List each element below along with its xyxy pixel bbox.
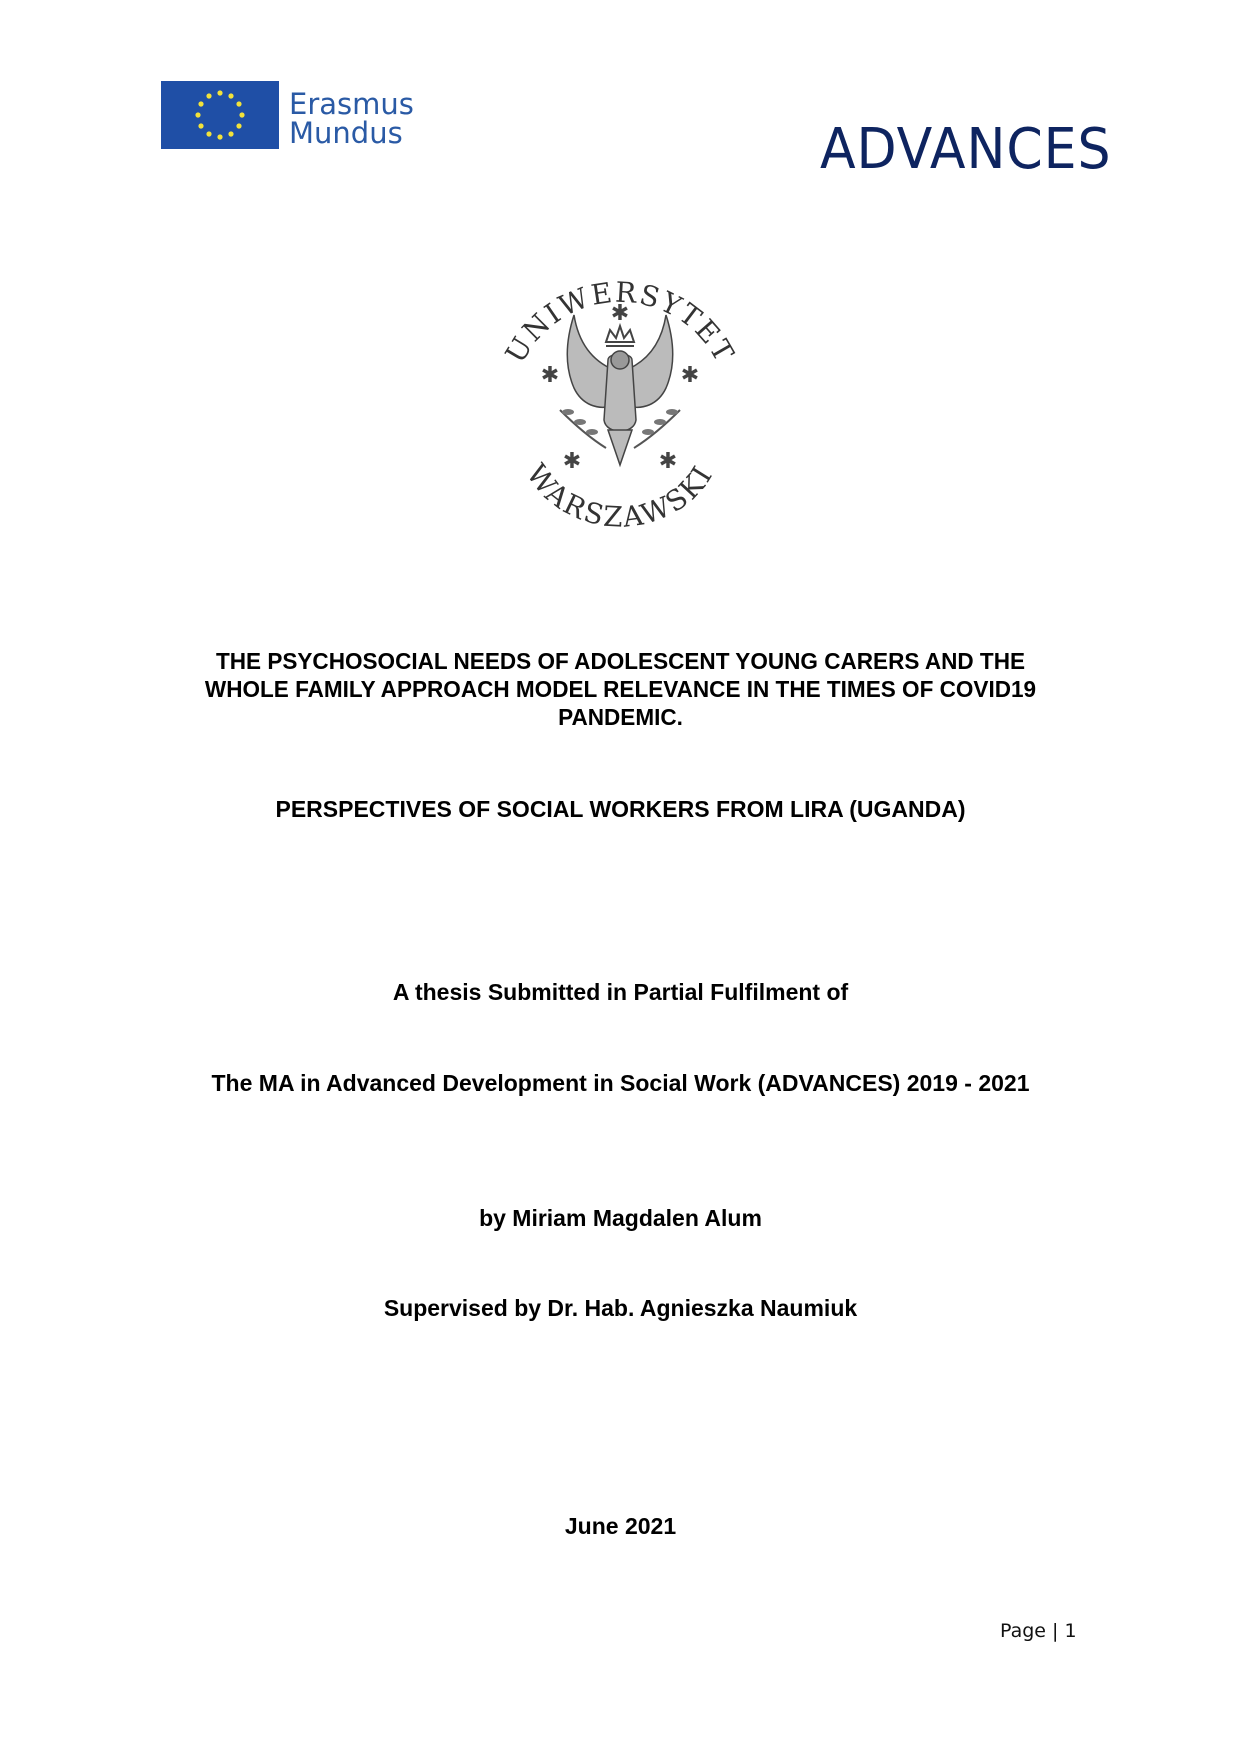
svg-text:✱: ✱ xyxy=(610,301,630,326)
erasmus-mundus-logo-text xyxy=(289,87,414,150)
svg-text:WARSZAWSKI: WARSZAWSKI xyxy=(519,457,720,534)
svg-text:✱: ✱ xyxy=(562,449,582,474)
svg-text:✱: ✱ xyxy=(680,363,700,388)
submission-statement: A thesis Submitted in Partial Fulfilment of xyxy=(392,979,849,1005)
erasmus-logo-line2: Mundus xyxy=(289,116,403,150)
svg-text:✱: ✱ xyxy=(658,449,678,474)
degree-program: The MA in Advanced Development in Social Work (ADVANCES) 2019 - 2021 xyxy=(211,1070,1030,1096)
svg-text:UNIWERSYTET: UNIWERSYTET xyxy=(498,275,742,369)
university-seal-icon xyxy=(490,260,750,540)
svg-text:✱: ✱ xyxy=(540,363,560,388)
supervisor: Supervised by Dr. Hab. Agnieszka Naumiuk xyxy=(383,1295,858,1321)
thesis-title-line: WHOLE FAMILY APPROACH MODEL RELEVANCE IN THE TIMES OF COVID19 xyxy=(204,676,1037,702)
thesis-title-line: PANDEMIC. xyxy=(558,704,683,730)
advances-logo: ADVANCES xyxy=(820,117,1112,182)
eu-flag-icon xyxy=(161,81,279,149)
thesis-subtitle: PERSPECTIVES OF SOCIAL WORKERS FROM LIRA (UGANDA) xyxy=(275,796,966,822)
submission-date: June 2021 xyxy=(564,1513,677,1539)
erasmus-logo-line1: Erasmus xyxy=(289,87,414,121)
page-number: Page | 1 xyxy=(1000,1620,1077,1642)
author: by Miriam Magdalen Alum xyxy=(479,1205,762,1231)
thesis-title xyxy=(0,647,1241,731)
thesis-title-line: THE PSYCHOSOCIAL NEEDS OF ADOLESCENT YOUNG CARERS AND THE xyxy=(215,648,1026,674)
